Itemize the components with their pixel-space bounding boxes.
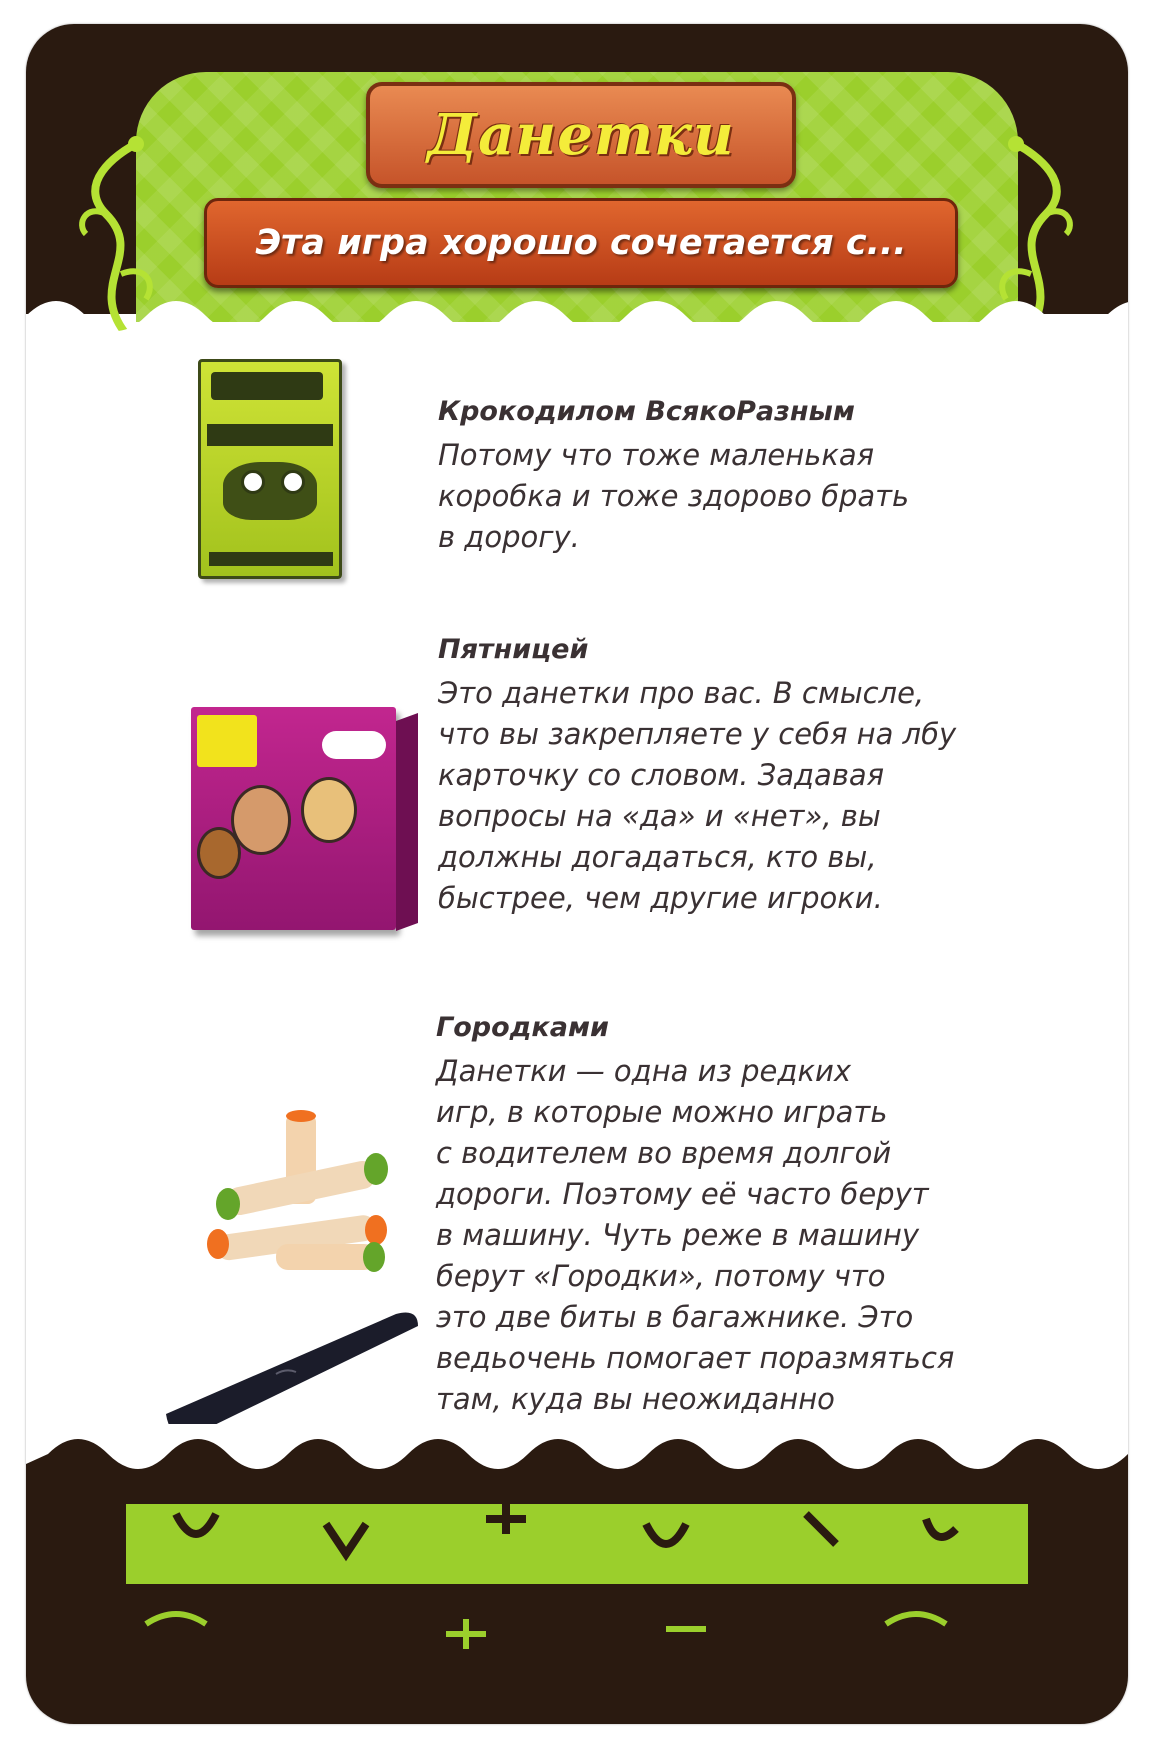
entry-crocodile (438, 396, 1078, 558)
friday-game-box-image (191, 707, 396, 930)
entry-gorodki (436, 1012, 1096, 1461)
crocodile-game-box-image (198, 359, 342, 579)
entry-text: Данетки — одна из редких игр, в которые можно играть с водителем во время долгой дороги. Поэтому её часто берут в машину. Чуть реже в машину берут «Городки», потому что это две биты в багажнике. Это ведьочень помогает поразмяться там, куда вы неожиданно (436, 1054, 955, 1416)
entry-title: Городками (436, 1012, 609, 1043)
subtitle-banner (204, 198, 958, 288)
gorodki-sticks-image (206, 1104, 406, 1279)
danetki-logo-badge (366, 82, 796, 188)
entry-text: Потому что тоже маленькая коробка и тоже здорово брать в дорогу. (438, 438, 910, 554)
entry-title: Крокодилом ВсякоРазным (438, 396, 855, 427)
bottom-decor-band (26, 1424, 1128, 1724)
entry-friday (438, 634, 1078, 919)
logo-text: Данетки (427, 102, 735, 168)
subtitle-text: Эта игра хорошо сочетается с... (255, 223, 907, 263)
black-bag-image (156, 1304, 426, 1444)
entry-text: Это данетки про вас. В смысле, что вы закрепляете у себя на лбу карточку со словом. Задавая вопросы на «да» и «нет», вы должны догадаться, кто вы, быстрее, чем другие игроки. (438, 676, 957, 915)
game-card (26, 24, 1128, 1724)
entry-title: Пятницей (438, 634, 589, 665)
white-wave-edge (26, 286, 1128, 366)
